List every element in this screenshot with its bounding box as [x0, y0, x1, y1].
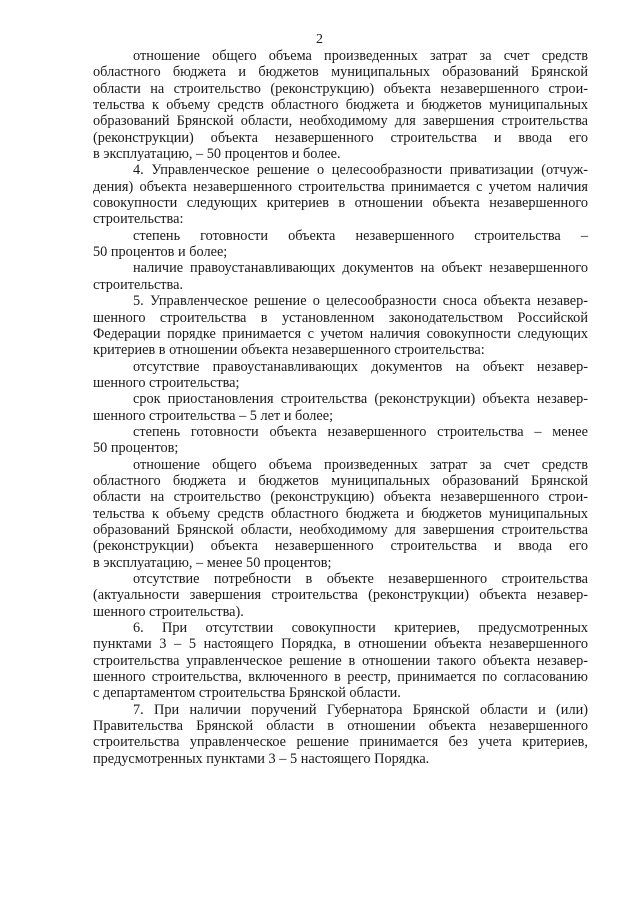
text-line: 7. При наличии поручений Губернатора Брянской области и (или): [133, 701, 588, 718]
text-line: 5. Управленческое решение о целесообразности сноса объекта незавер-: [133, 293, 588, 310]
text-line: строительства:: [93, 211, 184, 228]
text-line: 50 процентов;: [93, 440, 179, 457]
text-line: предусмотренных пунктами 3 – 5 настоящего Порядка.: [93, 750, 430, 767]
text-line: строительства.: [93, 276, 184, 293]
text-line: области на строительство (реконструкцию) объекта незавершенного строи-: [93, 80, 588, 97]
text-line: строительства управленческое решение принимается без учета критериев,: [93, 734, 588, 751]
text-line: шенного строительства в установленном законодательством Российской: [93, 309, 588, 326]
text-line: областного бюджета и бюджетов муниципальных образований Брянской: [93, 64, 588, 81]
text-line: 4. Управленческое решение о целесообразности приватизации (отчуж-: [133, 162, 588, 179]
text-line: отсутствие правоустанавливающих документов на объект незавер-: [133, 358, 588, 375]
text-line: образований Брянской области, необходимому для завершения строительства: [93, 113, 588, 130]
text-line: областного бюджета и бюджетов муниципальных образований Брянской: [93, 472, 588, 489]
text-line: дения) объекта незавершенного строительства принимается с учетом наличия: [93, 178, 588, 195]
text-line: в эксплуатацию, – 50 процентов и более.: [93, 146, 341, 163]
text-line: 6. При отсутствии совокупности критериев, предусмотренных: [133, 620, 588, 637]
text-line: шенного строительства).: [93, 603, 244, 620]
page-number: 2: [316, 32, 323, 47]
text-line: области на строительство (реконструкцию) объекта незавершенного строи-: [93, 489, 588, 506]
text-line: шенного строительства – 5 лет и более;: [93, 407, 334, 424]
text-line: с департаментом строительства Брянской области.: [93, 685, 401, 702]
text-line: (актуальности завершения строительства (реконструкции) объекта незавер-: [93, 587, 588, 604]
text-line: шенного строительства;: [93, 374, 240, 391]
text-line: образований Брянской области, необходимому для завершения строительства: [93, 521, 588, 538]
text-line: срок приостановления строительства (реконструкции) объекта незавер-: [133, 391, 588, 408]
text-line: отношение общего объема произведенных затрат за счет средств: [133, 456, 588, 473]
text-line: совокупности следующих критериев в отношении объекта незавершенного: [93, 195, 588, 212]
text-line: отсутствие потребности в объекте незавершенного строительства: [133, 571, 588, 587]
text-line: шенного строительства, включенного в реестр, принимается по согласованию: [93, 669, 588, 686]
text-line: критериев в отношении объекта незавершенного строительства:: [93, 342, 485, 359]
text-line: пунктами 3 – 5 настоящего Порядка, в отношении объекта незавершенного: [93, 636, 588, 653]
text-line: наличие правоустанавливающих документов на объект незавершенного: [133, 260, 588, 277]
text-line: в эксплуатацию, – менее 50 процентов;: [93, 554, 332, 571]
text-line: 50 процентов и более;: [93, 244, 228, 261]
text-line: Правительства Брянской области в отношении объекта незавершенного: [93, 718, 588, 735]
text-line: (реконструкции) объекта незавершенного строительства и ввода его: [93, 129, 588, 146]
text-line: тельства к объему средств областного бюджета и бюджетов муниципальных: [93, 97, 588, 114]
text-line: отношение общего объема произведенных затрат за счет средств: [133, 48, 588, 64]
text-line: строительства управленческое решение в отношении такого объекта незавер-: [93, 652, 588, 669]
text-line: степень готовности объекта незавершенного строительства – менее: [133, 423, 588, 440]
text-line: степень готовности объекта незавершенного строительства –: [133, 227, 588, 244]
text-line: Федерации порядке принимается с учетом наличия совокупности следующих: [93, 325, 588, 342]
text-line: тельства к объему средств областного бюджета и бюджетов муниципальных: [93, 505, 588, 522]
text-line: (реконструкции) объекта незавершенного строительства и ввода его: [93, 538, 588, 555]
document-body: [93, 48, 588, 767]
